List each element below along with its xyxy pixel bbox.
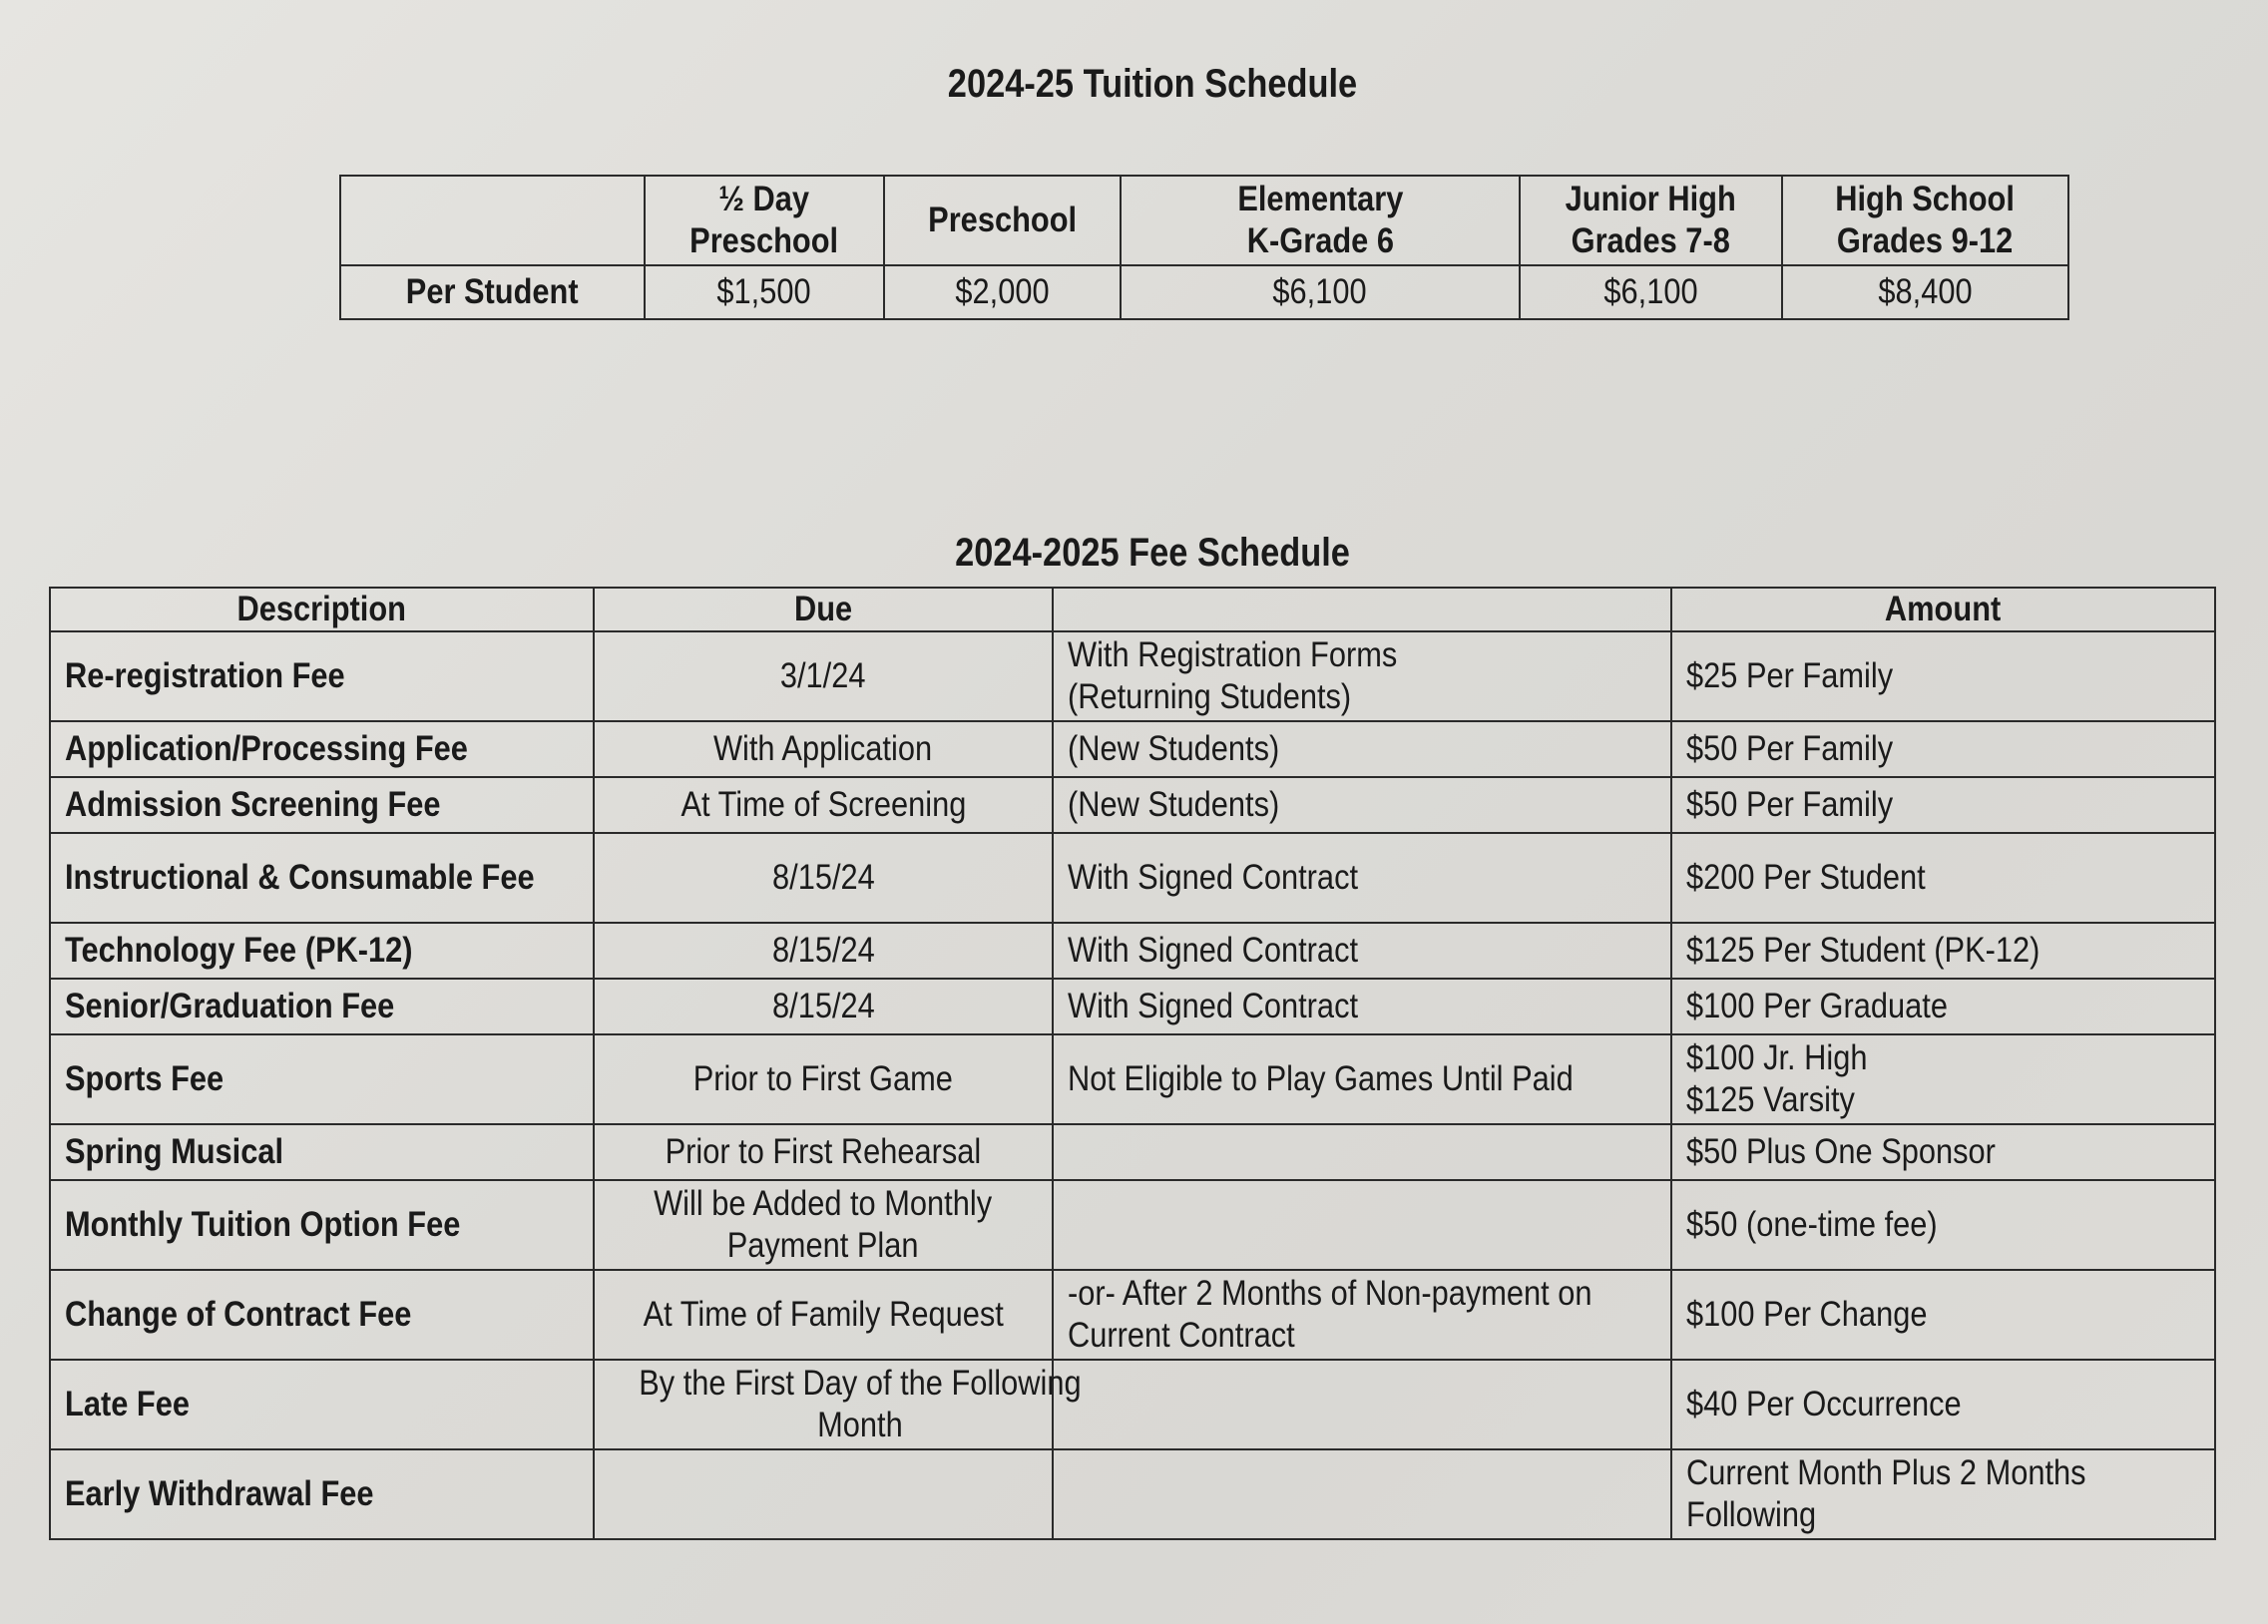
tuition-schedule-title: 2024-25 Tuition Schedule	[947, 62, 1358, 106]
fee-due: Prior to First Game	[594, 1034, 1053, 1124]
fee-note: -or- After 2 Months of Non-payment on Current Contract	[1053, 1270, 1671, 1360]
fee-amount: $200 Per Student	[1671, 833, 2215, 923]
fee-row	[50, 631, 2215, 721]
fee-header-note	[1053, 588, 1671, 631]
fee-row	[50, 1180, 2215, 1270]
tuition-header-blank	[340, 176, 645, 265]
fee-description: Application/Processing Fee	[50, 721, 594, 777]
tuition-header-preschool: Preschool	[884, 176, 1121, 265]
fee-description: Senior/Graduation Fee	[50, 979, 594, 1034]
fee-note	[1053, 1360, 1671, 1449]
fee-due: At Time of Screening	[594, 777, 1053, 833]
fee-description: Early Withdrawal Fee	[50, 1449, 594, 1539]
fee-due: 8/15/24	[594, 979, 1053, 1034]
fee-amount: $50 Plus One Sponsor	[1671, 1124, 2215, 1180]
fee-description: Technology Fee (PK-12)	[50, 923, 594, 979]
fee-description: Monthly Tuition Option Fee	[50, 1180, 594, 1270]
fee-note: With Signed Contract	[1053, 979, 1671, 1034]
fee-row	[50, 923, 2215, 979]
tuition-row-label: Per Student	[340, 265, 645, 319]
fee-header-description: Description	[50, 588, 594, 631]
fee-header-amount: Amount	[1671, 588, 2215, 631]
fee-row	[50, 1034, 2215, 1124]
fee-row	[50, 979, 2215, 1034]
fee-row	[50, 1360, 2215, 1449]
fee-due	[594, 1449, 1053, 1539]
fee-due: Will be Added to Monthly Payment Plan	[594, 1180, 1053, 1270]
tuition-value-high-school: $8,400	[1782, 265, 2068, 319]
fee-row	[50, 777, 2215, 833]
tuition-value-junior-high: $6,100	[1520, 265, 1782, 319]
fee-note: With Signed Contract	[1053, 923, 1671, 979]
fee-description: Sports Fee	[50, 1034, 594, 1124]
fee-due: At Time of Family Request	[594, 1270, 1053, 1360]
fee-amount: $25 Per Family	[1671, 631, 2215, 721]
tuition-header-high-school: High School Grades 9-12	[1782, 176, 2068, 265]
fee-row	[50, 1270, 2215, 1360]
fee-description: Late Fee	[50, 1360, 594, 1449]
fee-row	[50, 721, 2215, 777]
fee-header-row	[50, 588, 2215, 631]
fee-note: Not Eligible to Play Games Until Paid	[1053, 1034, 1671, 1124]
fee-amount: $125 Per Student (PK-12)	[1671, 923, 2215, 979]
tuition-value-preschool: $2,000	[884, 265, 1121, 319]
tuition-header-junior-high: Junior High Grades 7-8	[1520, 176, 1782, 265]
fee-description: Admission Screening Fee	[50, 777, 594, 833]
fee-row	[50, 1124, 2215, 1180]
tuition-value-elementary: $6,100	[1121, 265, 1520, 319]
fee-due: Prior to First Rehearsal	[594, 1124, 1053, 1180]
fee-amount: $40 Per Occurrence	[1671, 1360, 2215, 1449]
fee-description: Re-registration Fee	[50, 631, 594, 721]
fee-note	[1053, 1449, 1671, 1539]
fee-amount: $100 Per Graduate	[1671, 979, 2215, 1034]
fee-note: (New Students)	[1053, 721, 1671, 777]
fee-note: With Registration Forms (Returning Students)	[1053, 631, 1671, 721]
fee-description: Change of Contract Fee	[50, 1270, 594, 1360]
fee-amount: Current Month Plus 2 Months Following	[1671, 1449, 2215, 1539]
fee-amount: $50 Per Family	[1671, 721, 2215, 777]
fee-note	[1053, 1124, 1671, 1180]
fee-amount: $50 (one-time fee)	[1671, 1180, 2215, 1270]
fee-amount: $50 Per Family	[1671, 777, 2215, 833]
tuition-header-half-day-preschool: ½ Day Preschool	[645, 176, 884, 265]
tuition-header-elementary: Elementary K-Grade 6	[1121, 176, 1520, 265]
fee-amount: $100 Jr. High $125 Varsity	[1671, 1034, 2215, 1124]
fee-note	[1053, 1180, 1671, 1270]
fee-description: Spring Musical	[50, 1124, 594, 1180]
tuition-table	[339, 175, 2069, 320]
fee-due: 8/15/24	[594, 923, 1053, 979]
fee-table	[49, 587, 2216, 1540]
fee-schedule-title: 2024-2025 Fee Schedule	[955, 531, 1350, 575]
fee-due: By the First Day of the Following Month	[594, 1360, 1053, 1449]
fee-header-due: Due	[594, 588, 1053, 631]
tuition-header-row	[340, 176, 2068, 265]
fee-due: 3/1/24	[594, 631, 1053, 721]
fee-amount: $100 Per Change	[1671, 1270, 2215, 1360]
fee-note: With Signed Contract	[1053, 833, 1671, 923]
fee-description: Instructional & Consumable Fee	[50, 833, 594, 923]
tuition-value-half-day-preschool: $1,500	[645, 265, 884, 319]
fee-due: 8/15/24	[594, 833, 1053, 923]
fee-due: With Application	[594, 721, 1053, 777]
fee-note: (New Students)	[1053, 777, 1671, 833]
tuition-row-per-student	[340, 265, 2068, 319]
fee-row	[50, 1449, 2215, 1539]
fee-row	[50, 833, 2215, 923]
